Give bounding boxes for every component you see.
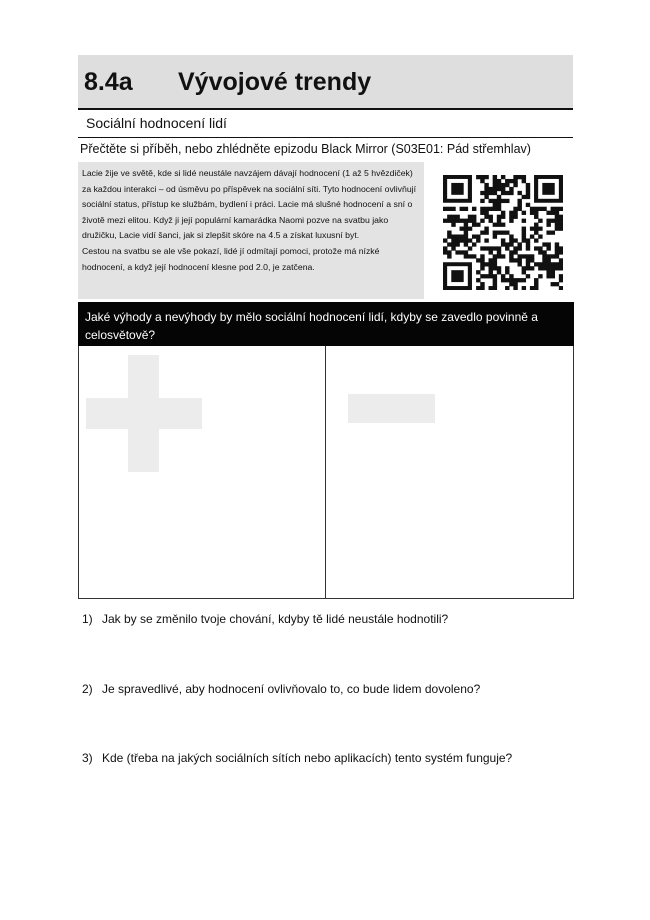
pros-cons-table[interactable] [78,346,574,599]
question-3 [82,751,512,765]
qr-code-icon[interactable] [443,175,563,290]
story-paragraph-2: Cestou na svatbu se ale vše pokazí, lidé jí odmítají pomoci, protože má nízké hodnocení, a když její hodnocení klesne pod 2.0, je zatčena. [82,245,380,272]
question-1-number: 1) [82,612,93,626]
section-header [78,55,573,110]
story-box [78,162,424,299]
subtitle-divider [78,137,573,138]
section-number: 8.4a [84,68,133,96]
instruction-text: Přečtěte si příběh, nebo zhlédněte epizodu Black Mirror (S03E01: Pád střemhlav) [80,142,531,156]
question-3-text: Kde (třeba na jakých sociálních sítích nebo aplikacích) tento systém funguje? [102,751,513,765]
question-3-number: 3) [82,751,93,765]
pros-cons-question: Jaké výhody a nevýhody by mělo sociální hodnocení lidí, kdyby se zavedlo povinně a celosvětově? [78,302,574,346]
question-1-text: Jak by se změnilo tvoje chování, kdyby tě lidé neustále hodnotili? [102,612,449,626]
question-2-text: Je spravedlivé, aby hodnocení ovlivňovalo to, co bude lidem dovoleno? [102,682,481,696]
pros-cons-divider [325,346,326,598]
question-2-number: 2) [82,682,93,696]
minus-icon [348,394,435,423]
story-paragraph-1: Lacie žije ve světě, kde si lidé neustále navzájem dávají hodnocení (1 až 5 hvězdiček) za každou interakci – od úsměvu po příspěvek na sociální síti. Tyto hodnocení ovlivňují sociální status, přístup ke službám, bydlení i práci. Lacie má slušné hodnocení a sní o životě mezi elitou. Když ji její populární kamarádka Naomi pozve na svatbu jako družičku, Lacie vidí šanci, jak si zlepšit skóre na 4.5 a získat luxusní byt. [82,168,417,241]
plus-icon-horizontal [86,398,202,429]
question-1 [82,612,448,626]
section-title: Vývojové trendy [178,68,372,96]
question-2 [82,682,480,696]
worksheet-subtitle: Sociální hodnocení lidí [86,115,227,131]
